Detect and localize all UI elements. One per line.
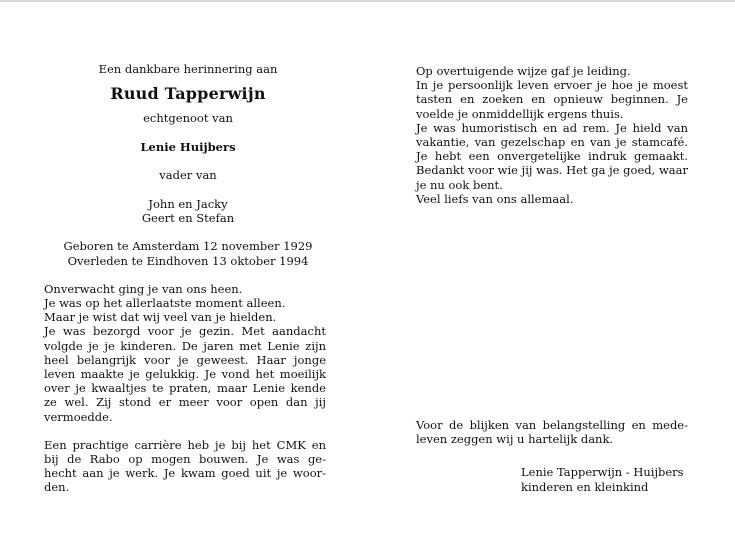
left-column — [44, 62, 326, 495]
signature-block — [521, 465, 684, 494]
signature-line: kinderen en kleinkind — [521, 479, 649, 494]
text-line: voelde je onmiddellijk ergens thuis. — [416, 106, 624, 121]
father-of-text: vader van — [159, 167, 217, 182]
text-line: Je was humoristisch en ad rem. Je hield van — [416, 120, 688, 135]
text-line: Een prachtige carrière heb je bij het CMK en — [44, 437, 326, 452]
right-paragraph-1 — [416, 64, 688, 206]
signature-line: Lenie Tapperwijn - Huijbers — [521, 465, 684, 479]
text-line: leven maakte je gelukkig. Je vond het moeilijk — [44, 367, 326, 382]
born-text: Geboren te Amsterdam 12 november 1929 — [63, 239, 313, 254]
text-line: Onverwacht ging je van ons heen. — [44, 281, 243, 296]
children-line-2: Geert en Stefan — [141, 211, 235, 226]
text-line: hecht aan je werk. Je kwam goed uit je woor- — [44, 466, 326, 481]
spouse-name: Lenie Huijbers — [140, 139, 236, 154]
text-line: tasten en zoeken en opnieuw beginnen. Je — [416, 92, 688, 107]
thanks-paragraph — [416, 418, 688, 446]
intro-text: Een dankbare herinnering aan — [98, 62, 278, 76]
text-line: leven zeggen wij u hartelijk dank. — [416, 432, 614, 447]
text-line: vakantie, van gezelschap en van je stamcafé. — [416, 135, 688, 150]
text-line: Je was bezorgd voor je gezin. Met aandacht — [44, 324, 326, 339]
text-line: Je hebt een onvergetelijke indruk gemaakt. — [416, 149, 688, 164]
text-line: Op overtuigende wijze gaf je leiding. — [416, 64, 631, 78]
text-line: vermoedde. — [44, 409, 113, 424]
text-line: den. — [44, 480, 70, 495]
died-text: Overleden te Eindhoven 13 oktober 1994 — [67, 253, 309, 268]
text-line: Maar je wist dat wij veel van je hielden. — [44, 310, 277, 325]
children-line-1: John en Jacky — [148, 197, 228, 212]
right-column — [416, 64, 688, 446]
text-line: Bedankt voor wie jij was. Het ga je goed, waar — [416, 163, 688, 178]
text-line: volgde je je kinderen. De jaren met Lenie zijn — [44, 338, 326, 353]
text-line: Je was op het allerlaatste moment alleen. — [44, 296, 286, 311]
text-line: over je kwaaltjes te praten, maar Lenie kende — [44, 381, 326, 396]
top-edge-divider — [0, 0, 735, 2]
left-paragraph-2 — [44, 438, 326, 495]
husband-of-text: echtgenoot van — [143, 111, 233, 126]
text-line: bij de Rabo op mogen bouwen. Je was ge- — [44, 452, 326, 467]
text-line: Veel liefs van ons allemaal. — [416, 191, 574, 206]
text-line: je nu ook bent. — [416, 177, 503, 192]
left-paragraph-1 — [44, 282, 326, 424]
text-line: heel belangrijk voor je geweest. Haar jonge — [44, 352, 326, 367]
text-line: ze wel. Zij stond er meer voor open dan jij — [44, 395, 326, 410]
text-line: In je persoonlijk leven ervoer je hoe je moest — [416, 78, 688, 93]
text-line: Voor de blijken van belangstelling en mede- — [416, 418, 688, 433]
deceased-name: Ruud Tapperwijn — [110, 84, 266, 104]
